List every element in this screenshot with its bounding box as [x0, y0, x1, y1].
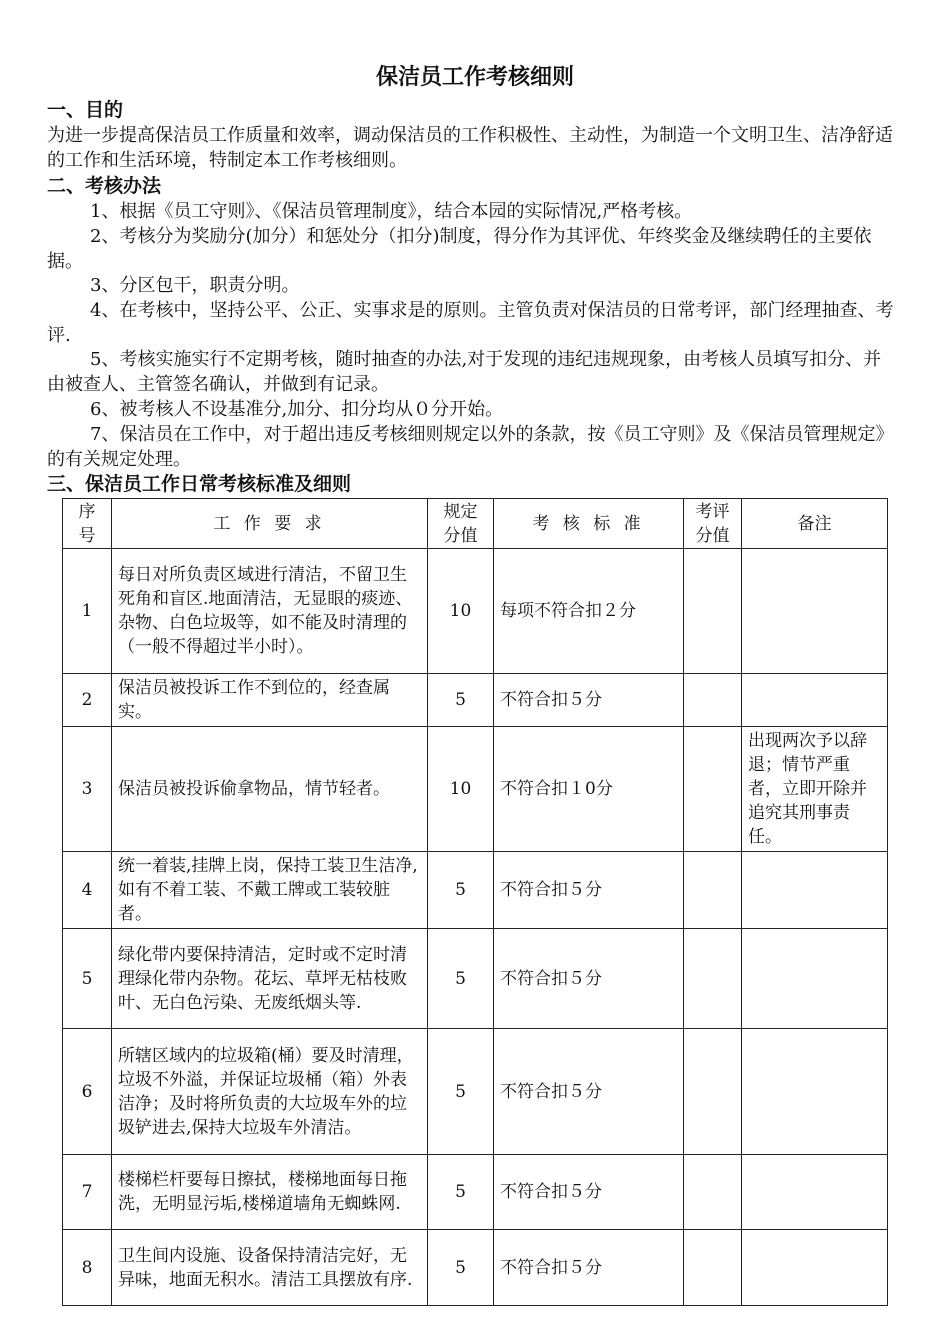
row-standard: 不符合扣５分: [494, 852, 684, 929]
row-score: 10: [428, 549, 494, 674]
row-no: 6: [63, 1029, 112, 1155]
row-standard: 不符合扣５分: [494, 1029, 684, 1155]
method-item-7: 7、保洁员在工作中，对于超出违反考核细则规定以外的条款，按《员工守则》及《保洁员管理规定》的有关规定处理。: [47, 424, 894, 470]
method-item-1: 1、根据《员工守则》、《保洁员管理制度》，结合本园的实际情况,严格考核。: [90, 201, 693, 222]
row-note: [742, 1155, 888, 1230]
header-note: 备注: [742, 499, 888, 549]
section-heading-standards: 三、保洁员工作日常考核标准及细则: [47, 473, 352, 495]
row-note: [742, 1029, 888, 1155]
row-no: 2: [63, 674, 112, 727]
table-row: [63, 1230, 888, 1306]
row-score: 5: [428, 1155, 494, 1230]
method-item-4: 4、在考核中，坚持公平、公正、实事求是的原则。主管负责对保洁员的日常考评，部门经理抽查、考评.: [47, 300, 894, 346]
row-requirement: 卫生间内设施、设备保持清洁完好，无异味，地面无积水。清洁工具摆放有序.: [112, 1230, 428, 1306]
header-standard: 考 核 标 准: [494, 499, 684, 549]
method-item-6: 6、被考核人不设基准分,加分、扣分均从０分开始。: [90, 399, 504, 420]
row-score: 5: [428, 1230, 494, 1306]
row-score: 10: [428, 727, 494, 852]
section-heading-methods: 二、考核办法: [47, 175, 162, 197]
header-requirement: 工 作 要 求: [112, 499, 428, 549]
row-requirement: 绿化带内要保持清洁，定时或不定时清理绿化带内杂物。花坛、草坪无枯枝败叶、无白色污染、无废纸烟头等.: [112, 929, 428, 1029]
table-row: [63, 674, 888, 727]
row-note: [742, 852, 888, 929]
header-score: 规定分值: [428, 499, 494, 549]
row-requirement: 统一着装,挂牌上岗，保持工装卫生洁净,如有不着工装、不戴工牌或工装较脏者。: [112, 852, 428, 929]
row-note: [742, 549, 888, 674]
row-note: 出现两次予以辞退；情节严重者，立即开除并追究其刑事责任。: [742, 727, 888, 852]
table-row: [63, 929, 888, 1029]
row-standard: 每项不符合扣２分: [494, 549, 684, 674]
purpose-paragraph: 为进一步提高保洁员工作质量和效率，调动保洁员的工作积极性、主动性，为制造一个文明卫生、洁净舒适的工作和生活环境，特制定本工作考核细则。: [47, 125, 893, 171]
row-requirement: 所辖区域内的垃圾箱(桶）要及时清理，垃圾不外溢，并保证垃圾桶（箱）外表洁净；及时将所负责的大垃圾车外的垃圾铲进去,保持大垃圾车外清洁。: [112, 1029, 428, 1155]
row-score: 5: [428, 674, 494, 727]
row-score: 5: [428, 852, 494, 929]
document-title: 保洁员工作考核细则: [375, 65, 574, 90]
row-score: 5: [428, 1029, 494, 1155]
header-no: 序号: [63, 499, 112, 549]
row-no: 1: [63, 549, 112, 674]
row-eval: [684, 1230, 742, 1306]
row-eval: [684, 549, 742, 674]
row-standard: 不符合扣５分: [494, 1230, 684, 1306]
row-requirement: 保洁员被投诉偷拿物品，情节轻者。: [112, 727, 428, 852]
header-eval: 考评分值: [684, 499, 742, 549]
row-eval: [684, 727, 742, 852]
row-note: [742, 674, 888, 727]
row-no: 3: [63, 727, 112, 852]
table-row: [63, 1155, 888, 1230]
row-standard: 不符合扣５分: [494, 1155, 684, 1230]
row-note: [742, 1230, 888, 1306]
table-row: [63, 1029, 888, 1155]
method-item-3: 3、分区包干，职责分明。: [90, 275, 300, 296]
row-requirement: 楼梯栏杆要每日擦拭，楼梯地面每日拖洗，无明显污垢,楼梯道墙角无蜘蛛网.: [112, 1155, 428, 1230]
row-eval: [684, 852, 742, 929]
method-item-5: 5、考核实施实行不定期考核，随时抽查的办法,对于发现的违纪违规现象，由考核人员填写扣分、并由被查人、主管签名确认，并做到有记录。: [47, 349, 882, 395]
table-row: [63, 549, 888, 674]
row-standard: 不符合扣１0分: [494, 727, 684, 852]
table-header-row: [63, 499, 888, 549]
assessment-table: [62, 498, 888, 1306]
method-item-2: 2、考核分为奖励分(加分）和惩处分（扣分)制度，得分作为其评优、年终奖金及继续聘任的主要依据。: [47, 226, 872, 272]
row-no: 8: [63, 1230, 112, 1306]
row-standard: 不符合扣５分: [494, 929, 684, 1029]
row-eval: [684, 1155, 742, 1230]
row-no: 7: [63, 1155, 112, 1230]
row-eval: [684, 674, 742, 727]
row-score: 5: [428, 929, 494, 1029]
row-eval: [684, 929, 742, 1029]
row-standard: 不符合扣５分: [494, 674, 684, 727]
row-no: 4: [63, 852, 112, 929]
row-note: [742, 929, 888, 1029]
row-eval: [684, 1029, 742, 1155]
row-requirement: 每日对所负责区域进行清洁，不留卫生死角和盲区.地面清洁，无显眼的痰迹、杂物、白色垃圾等，如不能及时清理的（一般不得超过半小时）。: [112, 549, 428, 674]
row-requirement: 保洁员被投诉工作不到位的，经查属实。: [112, 674, 428, 727]
row-no: 5: [63, 929, 112, 1029]
table-row: [63, 852, 888, 929]
section-heading-purpose: 一、目的: [47, 99, 124, 121]
table-row: [63, 727, 888, 852]
